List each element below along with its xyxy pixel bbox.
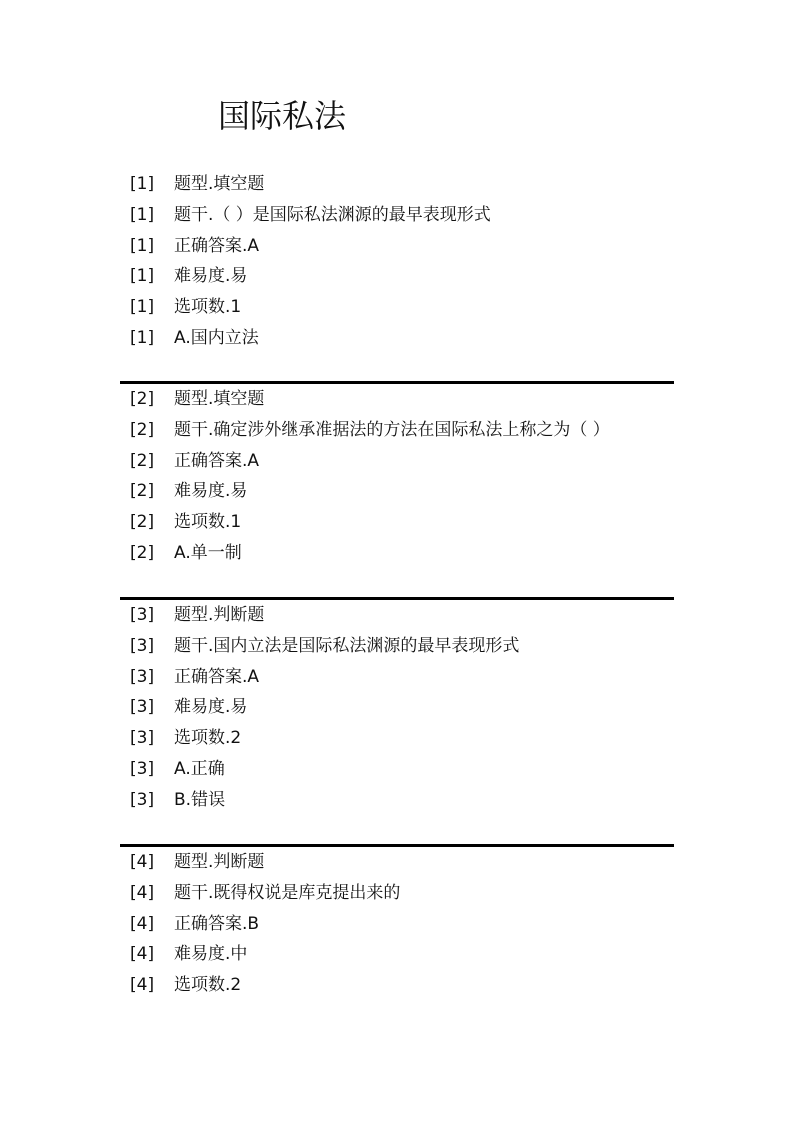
question-line (120, 261, 674, 292)
question-line (120, 878, 674, 909)
question-type: 题型.判断题 (174, 852, 265, 872)
question-line (120, 231, 674, 262)
difficulty: 难易度.易 (174, 697, 248, 718)
question-number: [3] (130, 758, 155, 779)
question-type: 题型.判断题 (174, 605, 265, 625)
question-number: [1] (130, 174, 155, 194)
difficulty: 难易度.中 (174, 944, 248, 965)
question-number: [3] (130, 605, 155, 625)
question-number: [1] (130, 235, 155, 256)
question-type: 题型.填空题 (174, 389, 265, 409)
question-line (120, 323, 674, 354)
option-count: 选项数.1 (174, 512, 242, 533)
question-line (120, 600, 674, 631)
question-line (120, 538, 674, 569)
question-line (120, 507, 674, 538)
question-line (120, 970, 674, 1001)
question-block-1 (120, 169, 674, 354)
question-number: [4] (130, 944, 155, 965)
correct-answer: 正确答案.A (174, 235, 260, 256)
question-number: [1] (130, 204, 155, 225)
question-number: [3] (130, 697, 155, 718)
option-count: 选项数.2 (174, 975, 242, 996)
option-a: A.单一制 (174, 542, 242, 563)
option-a: A.正确 (174, 758, 225, 779)
question-line (120, 292, 674, 323)
question-line (120, 909, 674, 940)
question-line (120, 415, 674, 446)
question-line (120, 662, 674, 693)
question-stem: 题干.（ ）是国际私法渊源的最早表现形式 (174, 204, 491, 225)
question-number: [3] (130, 728, 155, 749)
question-number: [3] (130, 666, 155, 687)
question-number: [1] (130, 297, 155, 318)
question-line (120, 169, 674, 200)
question-number: [4] (130, 913, 155, 934)
question-block-4 (120, 844, 674, 1001)
question-number: [2] (130, 512, 155, 533)
question-line (120, 631, 674, 662)
option-b: B.错误 (174, 789, 226, 810)
question-number: [1] (130, 327, 155, 348)
document-title: 国际私法 (218, 97, 347, 135)
question-block-3 (120, 597, 674, 816)
option-a: A.国内立法 (174, 327, 259, 348)
question-number: [3] (130, 789, 155, 810)
question-line (120, 446, 674, 477)
question-number: [1] (130, 266, 155, 287)
question-line (120, 476, 674, 507)
question-number: [4] (130, 882, 155, 903)
question-number: [4] (130, 975, 155, 996)
question-stem: 题干.确定涉外继承准据法的方法在国际私法上称之为（ ） (174, 419, 610, 440)
question-stem: 题干.既得权说是库克提出来的 (174, 882, 401, 903)
correct-answer: 正确答案.A (174, 450, 260, 471)
question-number: [2] (130, 389, 155, 409)
question-line (120, 754, 674, 785)
question-stem: 题干.国内立法是国际私法渊源的最早表现形式 (174, 635, 520, 656)
option-count: 选项数.2 (174, 728, 242, 749)
question-type: 题型.填空题 (174, 174, 265, 194)
question-line (120, 847, 674, 878)
question-line (120, 785, 674, 816)
question-number: [3] (130, 635, 155, 656)
correct-answer: 正确答案.A (174, 666, 260, 687)
difficulty: 难易度.易 (174, 481, 248, 502)
question-line (120, 200, 674, 231)
question-number: [2] (130, 542, 155, 563)
correct-answer: 正确答案.B (174, 913, 260, 934)
question-line (120, 939, 674, 970)
question-block-2 (120, 381, 674, 569)
question-number: [2] (130, 481, 155, 502)
question-line (120, 723, 674, 754)
question-line (120, 384, 674, 415)
question-number: [2] (130, 419, 155, 440)
question-number: [2] (130, 450, 155, 471)
option-count: 选项数.1 (174, 297, 242, 318)
question-number: [4] (130, 852, 155, 872)
question-line (120, 692, 674, 723)
difficulty: 难易度.易 (174, 266, 248, 287)
